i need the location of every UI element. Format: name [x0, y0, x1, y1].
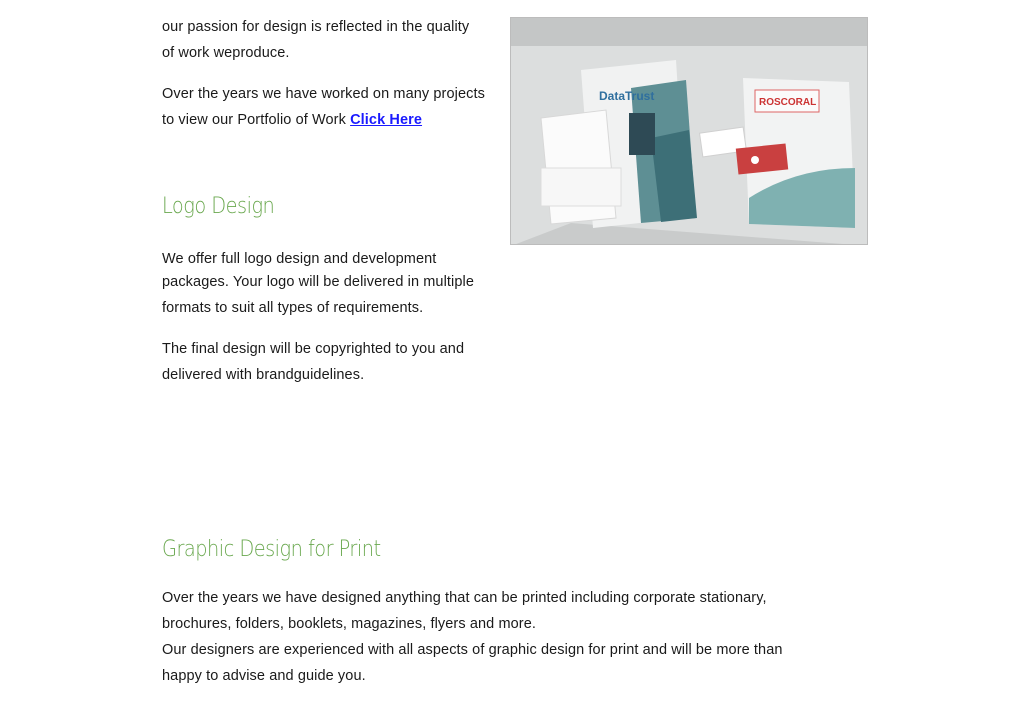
portfolio-text: to view our Portfolio of Work — [162, 112, 346, 128]
logo-design-text-line-3: formats to suit all types of requirements. — [162, 300, 424, 316]
portfolio-click-here-link[interactable]: Click Here — [350, 112, 423, 128]
roscoral-logo-text: ROSCORAL — [759, 97, 817, 108]
stationery-mockup-image — [511, 18, 868, 245]
logo-design-text-line-4: The final design will be copyrighted to you and — [162, 341, 465, 357]
datatrust-logo-text: DataTrust — [599, 89, 655, 103]
logo-design-text-line-1: We offer full logo design and development — [162, 251, 437, 267]
intro-text-line-2: of work weproduce. — [162, 45, 290, 61]
logo-design-heading: Logo Design — [162, 194, 275, 219]
print-design-text-line-1: Over the years we have designed anything that can be printed including corporate stationary, — [162, 590, 767, 606]
portfolio-text-line-2 — [162, 107, 422, 133]
logo-design-text-line-2: packages. Your logo will be delivered in multiple — [162, 274, 475, 290]
print-design-text-line-2: brochures, folders, booklets, magazines, flyers and more. — [162, 616, 537, 632]
portfolio-text-line-1: Over the years we have worked on many projects — [162, 86, 485, 102]
logo-design-text-line-5: delivered with brandguidelines. — [162, 367, 365, 383]
portfolio-stationery-photo — [510, 17, 868, 245]
print-design-text-line-4: happy to advise and guide you. — [162, 668, 366, 684]
intro-text-line-1: our passion for design is reflected in the quality — [162, 19, 470, 35]
print-design-text-line-3: Our designers are experienced with all aspects of graphic design for print and will be more than — [162, 642, 783, 658]
print-design-heading: Graphic Design for Print — [162, 537, 381, 562]
